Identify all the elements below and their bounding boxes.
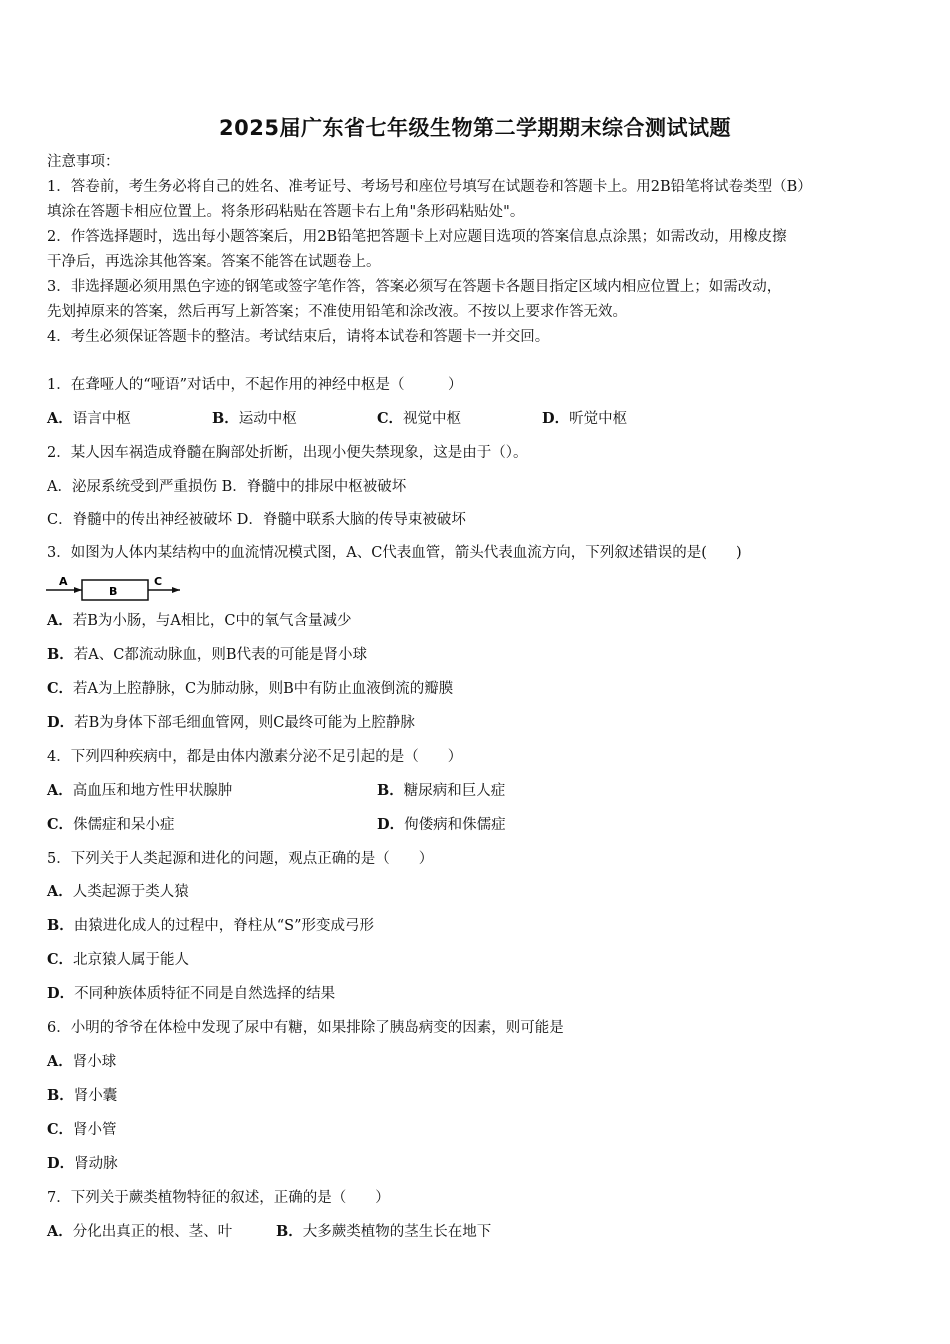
arrow-a-icon — [74, 587, 82, 593]
q3-option-a[interactable] — [47, 611, 352, 631]
arrow-c-icon — [172, 587, 180, 593]
question-3-stem: 3．如图为人体内某结构中的血流情况模式图，A、C代表血管，箭头代表血流方向，下列叙述错误的是( ) — [47, 545, 742, 561]
label-c: C — [154, 575, 163, 588]
option-label: D． — [377, 816, 405, 833]
option-label: B． — [47, 1087, 74, 1104]
q7-option-b[interactable] — [276, 1222, 491, 1242]
question-5-stem: 5．下列关于人类起源和进化的问题，观点正确的是（ ） — [47, 851, 434, 867]
notice-line: 4．考生必须保证答题卡的整洁。考试结束后，请将本试卷和答题卡一并交回。 — [47, 329, 550, 345]
q3-option-c[interactable] — [47, 679, 453, 699]
option-label: B． — [377, 782, 404, 799]
option-label: C． — [47, 951, 74, 968]
q3-option-b[interactable] — [47, 645, 367, 665]
q6-option-a[interactable] — [47, 1052, 116, 1072]
option-label: A． — [47, 1223, 73, 1240]
notice-line: 干净后，再选涂其他答案。答案不能答在试题卷上。 — [47, 254, 381, 270]
option-label: C． — [47, 816, 74, 833]
notice-heading: 注意事项： — [47, 154, 120, 170]
option-text: 佝偻病和侏儒症 — [404, 817, 506, 833]
option-label: B． — [47, 917, 74, 934]
notice-line: 填涂在答题卡相应位置上。将条形码粘贴在答题卡右上角"条形码粘贴处"。 — [47, 204, 525, 220]
option-text: 若A、C都流动脉血，则B代表的可能是肾小球 — [73, 647, 367, 663]
option-text: 肾小囊 — [73, 1088, 118, 1104]
notice-line: 先划掉原来的答案，然后再写上新答案；不准使用铅笔和涂改液。不按以上要求作答无效。 — [47, 304, 627, 320]
q5-option-a[interactable] — [47, 882, 189, 902]
q5-option-b[interactable] — [47, 916, 374, 936]
notice-line: 1．答卷前，考生务必将自己的姓名、准考证号、考场号和座位号填写在试题卷和答题卡上。用2B铅笔将试卷类型（B） — [47, 179, 812, 195]
option-label: C． — [47, 1121, 74, 1138]
option-text: 肾小球 — [72, 1054, 117, 1070]
q1-option-d[interactable] — [542, 409, 627, 429]
question-6-stem: 6．小明的爷爷在体检中发现了尿中有糖，如果排除了胰岛病变的因素，则可能是 — [47, 1020, 564, 1036]
option-text: 肾小管 — [73, 1122, 117, 1138]
q2-options-cd[interactable]: C．脊髓中的传出神经被破坏 D．脊髓中联系大脑的传导束被破坏 — [47, 512, 466, 528]
label-b: B — [109, 585, 118, 598]
option-label: C． — [377, 410, 404, 427]
option-label: B． — [276, 1223, 303, 1240]
q5-option-d[interactable] — [47, 984, 335, 1004]
option-text: 听觉中枢 — [569, 411, 628, 427]
q4-option-a[interactable] — [47, 781, 232, 801]
option-text: 若A为上腔静脉，C为肺动脉，则B中有防止血液倒流的瓣膜 — [73, 681, 454, 697]
option-label: D． — [47, 1155, 75, 1172]
option-text: 侏儒症和呆小症 — [73, 817, 175, 833]
option-label: D． — [47, 714, 75, 731]
notice-line: 3．非选择题必须用黑色字迹的钢笔或签字笔作答，答案必须写在答题卡各题目指定区域内相应位置上；如需改动， — [47, 279, 782, 295]
page-title: 2025届广东省七年级生物第二学期期末综合测试试题 — [219, 116, 731, 140]
question-2-stem: 2．某人因车祸造成脊髓在胸部处折断，出现小便失禁现象，这是由于（）。 — [47, 445, 528, 461]
q6-option-c[interactable] — [47, 1120, 117, 1140]
option-text: 糖尿病和巨人症 — [403, 783, 506, 799]
option-text: 北京猿人属于能人 — [73, 952, 190, 968]
q4-option-d[interactable] — [377, 815, 506, 835]
option-label: A． — [47, 1053, 73, 1070]
q2-options-ab[interactable]: A．泌尿系统受到严重损伤 B．脊髓中的排尿中枢被破坏 — [47, 479, 407, 495]
option-label: A． — [47, 410, 73, 427]
option-label: A． — [47, 612, 73, 629]
option-label: B． — [212, 410, 239, 427]
option-text: 肾动脉 — [74, 1156, 118, 1172]
option-text: 运动中枢 — [238, 411, 297, 427]
option-text: 分化出真正的根、茎、叶 — [72, 1224, 233, 1240]
q3-option-d[interactable] — [47, 713, 415, 733]
q7-option-a[interactable] — [47, 1222, 232, 1242]
option-text: 由猿进化成人的过程中，脊柱从“S”形变成弓形 — [73, 918, 375, 934]
q1-option-b[interactable] — [212, 409, 297, 429]
q1-option-c[interactable] — [377, 409, 461, 429]
option-text: 人类起源于类人猿 — [72, 884, 189, 900]
question-4-stem: 4．下列四种疾病中，都是由体内激素分泌不足引起的是（ ） — [47, 749, 463, 765]
option-label: A． — [47, 782, 73, 799]
option-text: 若B为身体下部毛细血管网，则C最终可能为上腔静脉 — [74, 715, 415, 731]
q5-option-c[interactable] — [47, 950, 189, 970]
question-1-stem: 1．在聋哑人的“哑语”对话中，不起作用的神经中枢是（ ） — [47, 377, 463, 393]
label-a: A — [59, 575, 68, 588]
q6-option-b[interactable] — [47, 1086, 117, 1106]
option-text: 语言中枢 — [72, 411, 131, 427]
option-label: B． — [47, 646, 74, 663]
q4-option-c[interactable] — [47, 815, 175, 835]
option-text: 不同种族体质特征不同是自然选择的结果 — [74, 986, 336, 1002]
option-label: C． — [47, 680, 74, 697]
blood-flow-diagram — [44, 573, 184, 603]
option-label: D． — [542, 410, 570, 427]
notice-line: 2．作答选择题时，选出每小题答案后，用2B铅笔把答题卡上对应题目选项的答案信息点涂黑；如需改动，用橡皮擦 — [47, 229, 787, 245]
option-text: 大多蕨类植物的茎生长在地下 — [302, 1224, 492, 1240]
option-text: 视觉中枢 — [403, 411, 462, 427]
question-7-stem: 7．下列关于蕨类植物特征的叙述，正确的是（ ） — [47, 1190, 390, 1206]
option-label: A． — [47, 883, 73, 900]
q4-option-b[interactable] — [377, 781, 505, 801]
q6-option-d[interactable] — [47, 1154, 118, 1174]
option-label: D． — [47, 985, 75, 1002]
option-text: 若B为小肠，与A相比，C中的氧气含量减少 — [72, 613, 352, 629]
q1-option-a[interactable] — [47, 409, 131, 429]
option-text: 高血压和地方性甲状腺肿 — [72, 783, 233, 799]
